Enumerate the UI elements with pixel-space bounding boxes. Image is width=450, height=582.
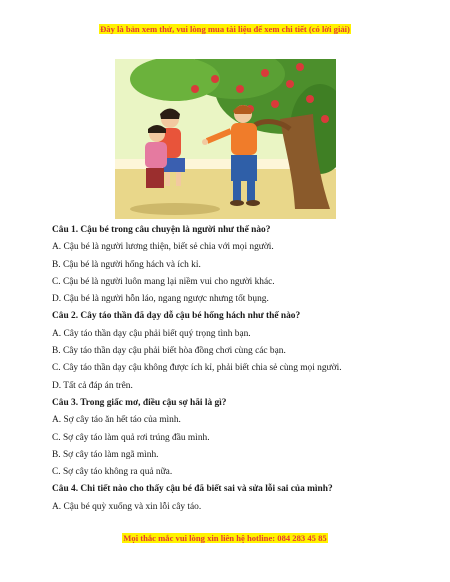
question-1-option-c: C. Cậu bé là người luôn mang lại niềm vui cho người khác. xyxy=(52,276,275,287)
question-4-option-a: A. Cậu bé quỳ xuống và xin lỗi cây táo. xyxy=(52,501,202,512)
hotline-notice-text: Mọi thắc mắc vui lòng xin liên hệ hotline: 084 283 45 85 xyxy=(123,533,327,543)
question-3-option-b: B. Sợ cây táo làm ngã mình. xyxy=(52,449,159,460)
preview-notice-text: Đây là bản xem thử, vui lòng mua tài liệu để xem chi tiết (có lời giải) xyxy=(100,24,350,34)
question-3-option-c1: C. Sợ cây táo làm quả rơi trúng đầu mình. xyxy=(52,432,210,443)
question-3: Câu 3. Trong giấc mơ, điều cậu sợ hãi là gì? xyxy=(52,397,227,408)
question-2-option-c: C. Cây táo thần dạy cậu không được ích kỉ, phải biết chia sẻ cùng mọi người. xyxy=(52,363,342,374)
question-2-option-d: D. Tất cả đáp án trên. xyxy=(52,380,133,391)
question-4: Câu 4. Chi tiết nào cho thấy cậu bé đã biết sai và sửa lỗi sai của mình? xyxy=(52,484,333,495)
question-2-option-a: A. Cây táo thần dạy cậu phải biết quý trọng tình bạn. xyxy=(52,328,251,339)
hotline-notice xyxy=(0,533,450,543)
question-1-option-a: A. Cậu bé là người lương thiện, biết sẻ chia với mọi người. xyxy=(52,242,274,253)
question-1-option-d: D. Cậu bé là người hỗn láo, ngang ngược nhưng tốt bụng. xyxy=(52,294,269,305)
question-list xyxy=(52,222,432,516)
preview-notice xyxy=(0,24,450,34)
question-2-option-b: B. Cây táo thần dạy cậu phải biết hòa đồng chơi cùng các bạn. xyxy=(52,346,286,357)
question-1-option-b: B. Cậu bé là người hống hách và ích kỉ. xyxy=(52,259,201,270)
question-3-option-a: A. Sợ cây táo ăn hết táo của mình. xyxy=(52,415,181,426)
story-illustration xyxy=(115,59,336,219)
illustration-apple-tree-children xyxy=(115,59,336,219)
question-3-option-c2: C. Sợ cây táo không ra quả nữa. xyxy=(52,467,173,478)
question-1: Câu 1. Cậu bé trong câu chuyện là người như thế nào? xyxy=(52,225,271,235)
question-2: Câu 2. Cây táo thần đã dạy dỗ cậu bé hống hách như thế nào? xyxy=(52,311,301,322)
